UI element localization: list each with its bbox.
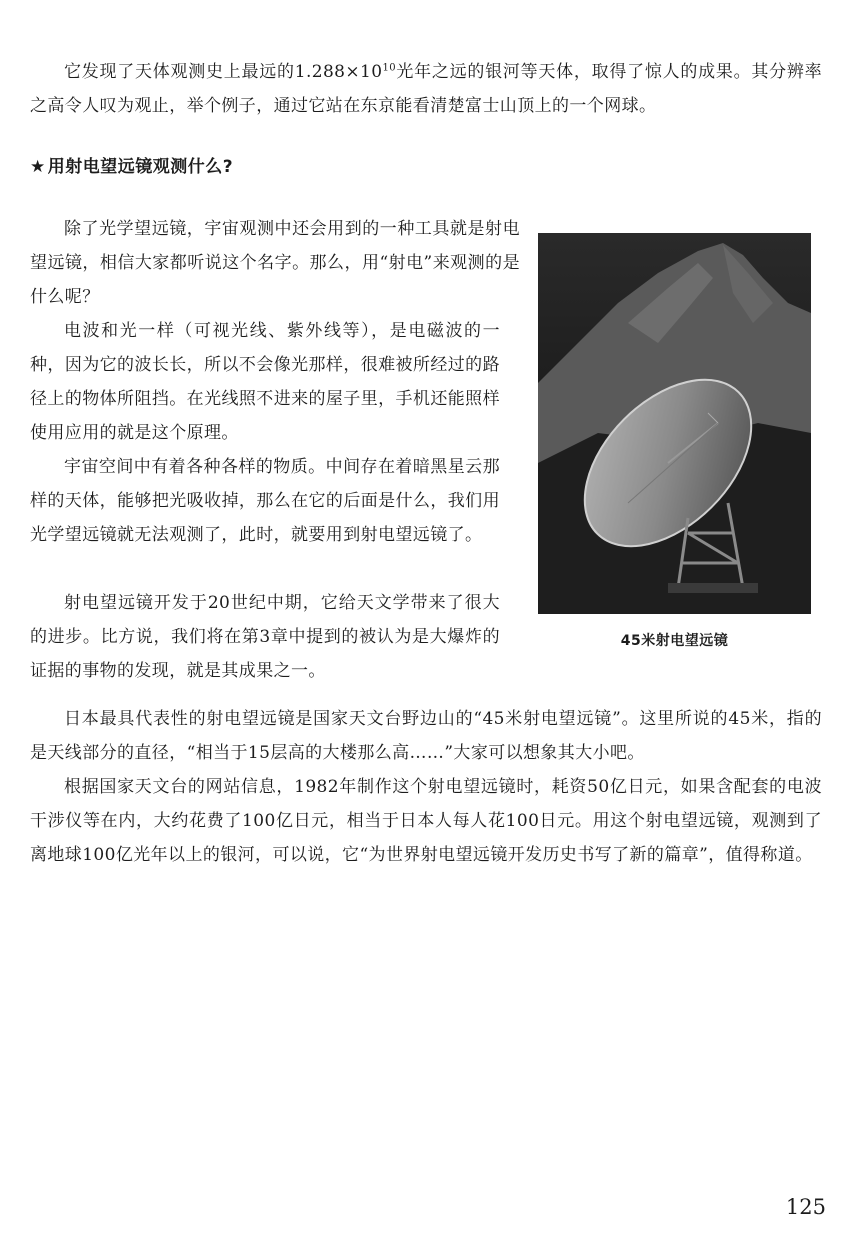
paragraph-cost: 根据国家天文台的网站信息，1982年制作这个射电望远镜时，耗资50亿日元，如果含配套的电波干涉仪等在内，大约花费了100亿日元，相当于日本人每人花100日元。用这个射电望远镜，观测到了离地球100亿光年以上的银河，可以说，它“为世界射电望远镜开发历史书写了新的篇章”，值得称道。	[30, 777, 822, 865]
paragraph-electromagnetic: 电波和光一样（可视光线、紫外线等），是电磁波的一种，因为它的波长长，所以不会像光那样，很难被所经过的路径上的物体所阻挡。在光线照不进来的屋子里，手机还能照样使用应用的就是这个原理。	[30, 321, 500, 443]
telescope-illustration	[538, 233, 811, 614]
paragraph-intro-text-a: 它发现了天体观测史上最远的1.288×10	[64, 62, 383, 82]
paragraph-radio-intro: 除了光学望远镜，宇宙观测中还会用到的一种工具就是射电望远镜，相信大家都听说这个名字。那么，用“射电”来观测的是什么呢？	[30, 219, 520, 307]
section-heading	[30, 152, 233, 177]
paragraph-intro-exponent: 10	[382, 62, 397, 74]
section-heading-text: 用射电望远镜观测什么?	[47, 157, 234, 177]
page-number: 125	[785, 1195, 826, 1219]
paragraph-nobeyama: 日本最具代表性的射电望远镜是国家天文台野边山的“45米射电望远镜”。这里所说的45米，指的是天线部分的直径，“相当于15层高的大楼那么高……”大家可以想象其大小吧。	[30, 709, 822, 763]
telescope-photo	[538, 233, 811, 614]
paragraph-intro	[30, 55, 822, 123]
paragraph-intro-text-b: 光年之远的银河等天体，取得了惊人的成果。其分辨率之高令人叹为观止，举个例子，通过它站在东京能看清楚富士山顶上的一个网球。	[30, 62, 822, 116]
paragraph-history: 射电望远镜开发于20世纪中期，它给天文学带来了很大的进步。比方说，我们将在第3章中提到的被认为是大爆炸的证据的事物的发现，就是其成果之一。	[30, 593, 500, 681]
star-icon: ★	[30, 157, 46, 177]
figure-caption: 45米射电望远镜	[620, 633, 729, 649]
paragraph-dark-nebula: 宇宙空间中有着各种各样的物质。中间存在着暗黑星云那样的天体，能够把光吸收掉，那么在它的后面是什么，我们用光学望远镜就无法观测了，此时，就要用到射电望远镜了。	[30, 457, 500, 545]
